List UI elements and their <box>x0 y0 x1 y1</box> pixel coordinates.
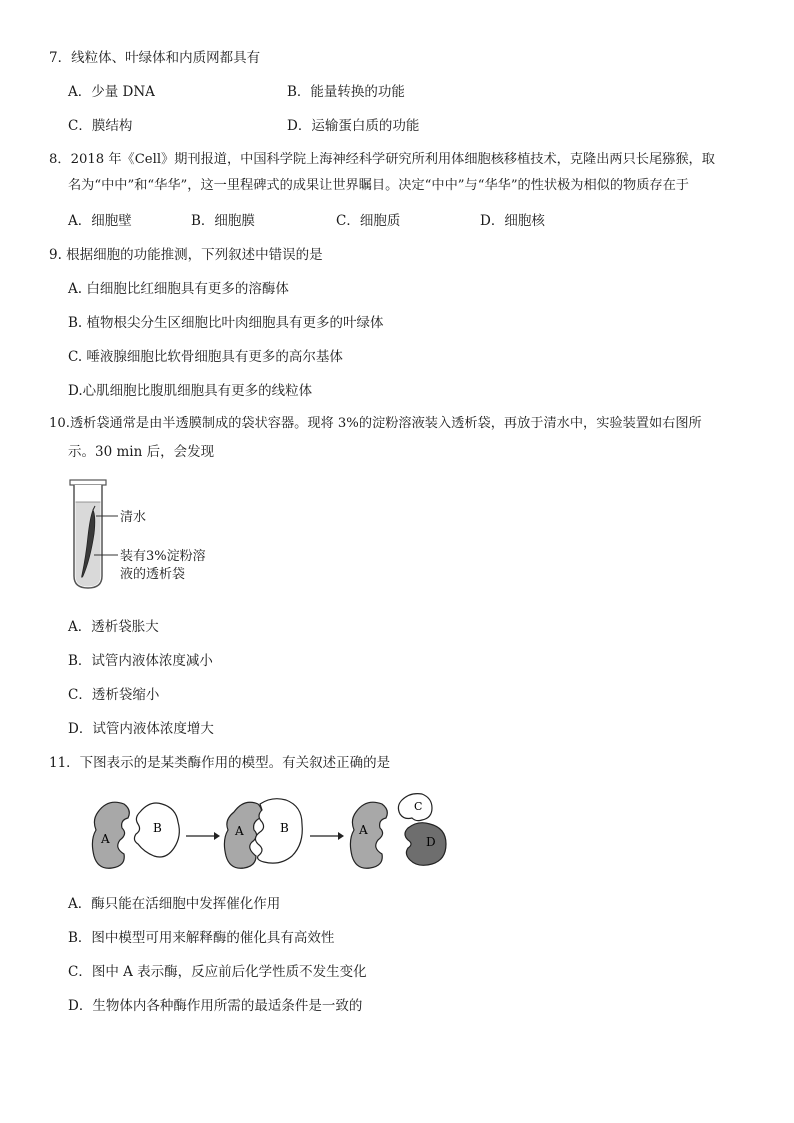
q8-stem-line1: 8．2018 年《Cell》期刊报道，中国科学院上海神经科学研究所利用体细胞核移植技术，克隆出两只长尾猕猴，取 <box>49 152 715 167</box>
q9-stem: 9. 根据细胞的功能推测，下列叙述中错误的是 <box>49 247 323 263</box>
q9-option-a: A. 白细胞比红细胞具有更多的溶酶体 <box>68 281 289 297</box>
stage1-enzyme-a <box>92 802 129 868</box>
arrow-2-icon <box>310 832 344 840</box>
stage3-product-c <box>398 794 432 821</box>
q7-option-c: C．膜结构 <box>68 118 133 134</box>
q11-option-c: C．图中 A 表示酶，反应前后化学性质不发生变化 <box>68 964 367 980</box>
q9-option-b: B. 植物根尖分生区细胞比叶肉细胞具有更多的叶绿体 <box>68 315 384 331</box>
q7-option-d: D．运输蛋白质的功能 <box>287 118 420 134</box>
q8-option-d: D．细胞核 <box>480 213 545 229</box>
q11-option-b: B．图中模型可用来解释酶的催化具有高效性 <box>68 930 335 946</box>
stage3-label-c: C <box>414 800 423 813</box>
q10-option-d: D．试管内液体浓度增大 <box>68 721 214 737</box>
stage3-product-d <box>405 823 446 866</box>
arrow-1-icon <box>186 832 220 840</box>
q10-option-b: B．试管内液体浓度减小 <box>68 653 213 669</box>
stage2-substrate-b <box>255 799 302 863</box>
q7-option-a: A．少量 DNA <box>68 84 155 100</box>
stage1-substrate-b <box>134 803 179 857</box>
label-water: 清水 <box>120 510 147 525</box>
q11-option-a: A．酶只能在活细胞中发挥催化作用 <box>68 896 281 912</box>
q8-option-c: C．细胞质 <box>336 213 401 229</box>
stage3-label-d: D <box>426 835 436 849</box>
label-bag-line1: 装有3%淀粉溶 <box>120 549 206 564</box>
q10-dialysis-figure <box>60 476 240 596</box>
stage2-label-a: A <box>235 824 244 838</box>
q8-option-a: A．细胞壁 <box>68 213 132 229</box>
q9-option-d: D.心肌细胞比腹肌细胞具有更多的线粒体 <box>68 383 313 399</box>
q10-option-a: A．透析袋胀大 <box>68 619 159 635</box>
q8-stem-line2: 名为“中中”和“华华”，这一里程碑式的成果让世界瞩目。决定“中中”与“华华”的性状极为相似的物质存在于 <box>68 178 689 193</box>
q7-stem: 7．线粒体、叶绿体和内质网都具有 <box>49 50 261 66</box>
q9-option-c: C. 唾液腺细胞比软骨细胞具有更多的高尔基体 <box>68 349 343 365</box>
q11-option-d: D．生物体内各种酶作用所需的最适条件是一致的 <box>68 998 363 1014</box>
stage1-label-b: B <box>153 821 162 835</box>
q10-option-c: C．透析袋缩小 <box>68 687 160 703</box>
q11-enzyme-model-figure <box>86 790 456 880</box>
stage3-label-a: A <box>359 823 368 837</box>
label-bag-line2: 液的透析袋 <box>120 567 186 582</box>
q10-stem-line1: 10.透析袋通常是由半透膜制成的袋状容器。现将 3%的淀粉溶液装入透析袋，再放于清水中，实验装置如右图所 <box>49 416 702 431</box>
q10-stem-line2: 示。30 min 后，会发现 <box>68 444 215 460</box>
q8-option-b: B．细胞膜 <box>191 213 255 229</box>
stage2-label-b: B <box>280 821 289 835</box>
q11-stem: 11．下图表示的是某类酶作用的模型。有关叙述正确的是 <box>49 755 391 771</box>
stage3-enzyme-a <box>350 802 387 868</box>
stage1-label-a: A <box>101 832 110 846</box>
q7-option-b: B．能量转换的功能 <box>287 84 405 100</box>
